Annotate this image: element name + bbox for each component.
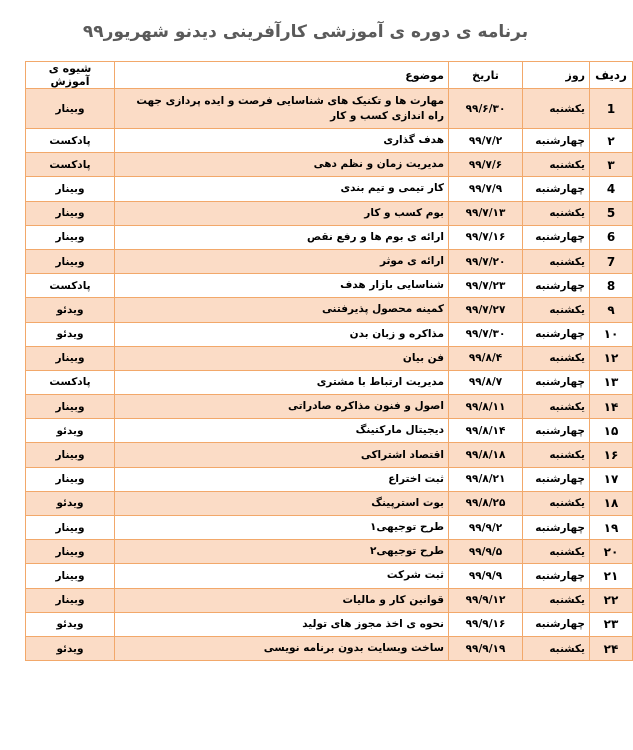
- cell-method: ویدئو: [26, 322, 115, 346]
- table-row: [26, 516, 633, 540]
- table-row: [26, 419, 633, 443]
- table-row: [26, 467, 633, 491]
- cell-date: ۹۹/۷/۲۳: [449, 274, 523, 298]
- cell-row-number: ۲۲: [590, 588, 633, 612]
- cell-method: وبینار: [26, 516, 115, 540]
- cell-day: یکشنبه: [523, 89, 590, 129]
- cell-day: چهارشنبه: [523, 516, 590, 540]
- page-title: برنامه ی دوره ی آموزشی کارآفرینی دیدنو شهریور۹۹: [82, 22, 529, 42]
- table-row: [26, 153, 633, 177]
- cell-method: وبینار: [26, 89, 115, 129]
- cell-day: یکشنبه: [523, 443, 590, 467]
- cell-topic: کار تیمی و تیم بندی: [115, 177, 449, 201]
- cell-method: وبینار: [26, 225, 115, 249]
- cell-date: ۹۹/۷/۲۰: [449, 249, 523, 273]
- cell-method: وبینار: [26, 467, 115, 491]
- header-row-number: ردیف: [590, 62, 633, 89]
- cell-date: ۹۹/۸/۱۴: [449, 419, 523, 443]
- cell-date: ۹۹/۸/۱۸: [449, 443, 523, 467]
- table-row: [26, 540, 633, 564]
- cell-date: ۹۹/۹/۲: [449, 516, 523, 540]
- cell-topic: بوت استرپینگ: [115, 491, 449, 515]
- table-row: [26, 588, 633, 612]
- cell-topic: فن بیان: [115, 346, 449, 370]
- cell-date: ۹۹/۸/۴: [449, 346, 523, 370]
- cell-row-number: 6: [590, 225, 633, 249]
- cell-day: یکشنبه: [523, 201, 590, 225]
- cell-topic: مذاکره و زبان بدن: [115, 322, 449, 346]
- header-topic: موضوع: [115, 62, 449, 89]
- cell-date: ۹۹/۹/۵: [449, 540, 523, 564]
- cell-method: وبینار: [26, 395, 115, 419]
- table-row: [26, 249, 633, 273]
- table-row: [26, 322, 633, 346]
- cell-row-number: 5: [590, 201, 633, 225]
- cell-day: یکشنبه: [523, 588, 590, 612]
- cell-method: ویدئو: [26, 612, 115, 636]
- cell-date: ۹۹/۸/۲۵: [449, 491, 523, 515]
- cell-date: ۹۹/۹/۱۲: [449, 588, 523, 612]
- cell-date: ۹۹/۷/۳۰: [449, 322, 523, 346]
- cell-day: چهارشنبه: [523, 419, 590, 443]
- header-method: شیوه ی آموزش: [26, 62, 115, 89]
- table-row: [26, 491, 633, 515]
- cell-method: وبینار: [26, 588, 115, 612]
- cell-method: وبینار: [26, 564, 115, 588]
- table-row: [26, 129, 633, 153]
- table-row: [26, 201, 633, 225]
- cell-date: ۹۹/۸/۲۱: [449, 467, 523, 491]
- cell-row-number: ۲۰: [590, 540, 633, 564]
- table-row: [26, 612, 633, 636]
- cell-topic: اقتصاد اشتراکی: [115, 443, 449, 467]
- cell-day: چهارشنبه: [523, 274, 590, 298]
- cell-row-number: ۳: [590, 153, 633, 177]
- cell-day: یکشنبه: [523, 153, 590, 177]
- cell-method: ویدئو: [26, 491, 115, 515]
- cell-day: چهارشنبه: [523, 225, 590, 249]
- cell-day: چهارشنبه: [523, 467, 590, 491]
- cell-date: ۹۹/۹/۱۹: [449, 636, 523, 660]
- cell-date: ۹۹/۷/۱۳: [449, 201, 523, 225]
- cell-day: یکشنبه: [523, 636, 590, 660]
- cell-method: ویدئو: [26, 419, 115, 443]
- cell-date: ۹۹/۷/۱۶: [449, 225, 523, 249]
- cell-topic: مدیریت زمان و نظم دهی: [115, 153, 449, 177]
- cell-day: یکشنبه: [523, 395, 590, 419]
- cell-date: ۹۹/۷/۶: [449, 153, 523, 177]
- cell-method: وبینار: [26, 201, 115, 225]
- cell-row-number: ۹: [590, 298, 633, 322]
- cell-row-number: ۱۵: [590, 419, 633, 443]
- cell-row-number: ۱۲: [590, 346, 633, 370]
- cell-row-number: ۲۳: [590, 612, 633, 636]
- cell-date: ۹۹/۶/۳۰: [449, 89, 523, 129]
- table-header-row: [26, 62, 633, 89]
- cell-day: یکشنبه: [523, 491, 590, 515]
- cell-topic: مهارت ها و تکنیک های شناسایی فرصت و ایده پردازی جهت راه اندازی کسب و کار: [115, 89, 449, 129]
- cell-row-number: ۲۴: [590, 636, 633, 660]
- cell-row-number: ۱۳: [590, 370, 633, 394]
- cell-method: پادکست: [26, 370, 115, 394]
- header-date: تاریخ: [449, 62, 523, 89]
- cell-row-number: ۱۷: [590, 467, 633, 491]
- cell-method: وبینار: [26, 540, 115, 564]
- table-row: [26, 370, 633, 394]
- cell-topic: ارائه ی موثر: [115, 249, 449, 273]
- cell-method: وبینار: [26, 443, 115, 467]
- cell-topic: کمینه محصول پذیرفتنی: [115, 298, 449, 322]
- table-row: [26, 225, 633, 249]
- cell-day: چهارشنبه: [523, 129, 590, 153]
- cell-row-number: ۱۰: [590, 322, 633, 346]
- table-row: [26, 395, 633, 419]
- cell-topic: هدف گذاری: [115, 129, 449, 153]
- cell-topic: طرح توجیهی۱: [115, 516, 449, 540]
- cell-row-number: ۲۱: [590, 564, 633, 588]
- cell-day: یکشنبه: [523, 298, 590, 322]
- cell-row-number: ۱۴: [590, 395, 633, 419]
- cell-day: چهارشنبه: [523, 612, 590, 636]
- cell-row-number: ۲: [590, 129, 633, 153]
- cell-topic: ارائه ی بوم ها و رفع نقص: [115, 225, 449, 249]
- cell-date: ۹۹/۷/۹: [449, 177, 523, 201]
- cell-method: ویدئو: [26, 636, 115, 660]
- cell-topic: شناسایی بازار هدف: [115, 274, 449, 298]
- cell-topic: قوانین کار و مالیات: [115, 588, 449, 612]
- header-day: روز: [523, 62, 590, 89]
- table-row: [26, 346, 633, 370]
- cell-topic: ثبت اختراع: [115, 467, 449, 491]
- cell-day: یکشنبه: [523, 540, 590, 564]
- cell-day: چهارشنبه: [523, 564, 590, 588]
- cell-date: ۹۹/۷/۲: [449, 129, 523, 153]
- table-row: [26, 443, 633, 467]
- cell-day: چهارشنبه: [523, 177, 590, 201]
- cell-day: چهارشنبه: [523, 370, 590, 394]
- cell-row-number: ۱۹: [590, 516, 633, 540]
- cell-topic: بوم کسب و کار: [115, 201, 449, 225]
- cell-topic: ساخت وبسایت بدون برنامه نویسی: [115, 636, 449, 660]
- table-row: [26, 89, 633, 129]
- cell-method: پادکست: [26, 129, 115, 153]
- cell-row-number: 4: [590, 177, 633, 201]
- cell-row-number: 1: [590, 89, 633, 129]
- table-row: [26, 564, 633, 588]
- cell-date: ۹۹/۹/۹: [449, 564, 523, 588]
- cell-topic: مدیریت ارتباط با مشتری: [115, 370, 449, 394]
- cell-day: یکشنبه: [523, 249, 590, 273]
- cell-method: وبینار: [26, 249, 115, 273]
- cell-method: وبینار: [26, 177, 115, 201]
- cell-method: ویدئو: [26, 298, 115, 322]
- cell-row-number: ۱۶: [590, 443, 633, 467]
- cell-topic: دیجیتال مارکتینگ: [115, 419, 449, 443]
- cell-topic: نحوه ی اخذ مجوز های تولید: [115, 612, 449, 636]
- cell-topic: ثبت شرکت: [115, 564, 449, 588]
- schedule-table: [25, 61, 633, 661]
- cell-date: ۹۹/۸/۱۱: [449, 395, 523, 419]
- cell-date: ۹۹/۷/۲۷: [449, 298, 523, 322]
- cell-topic: طرح توجیهی۲: [115, 540, 449, 564]
- table-row: [26, 298, 633, 322]
- cell-topic: اصول و فنون مذاکره صادراتی: [115, 395, 449, 419]
- cell-row-number: 7: [590, 249, 633, 273]
- cell-day: یکشنبه: [523, 346, 590, 370]
- table-row: [26, 177, 633, 201]
- cell-method: پادکست: [26, 153, 115, 177]
- cell-row-number: ۱۸: [590, 491, 633, 515]
- cell-method: وبینار: [26, 346, 115, 370]
- cell-method: پادکست: [26, 274, 115, 298]
- cell-date: ۹۹/۸/۷: [449, 370, 523, 394]
- table-row: [26, 274, 633, 298]
- cell-row-number: 8: [590, 274, 633, 298]
- table-row: [26, 636, 633, 660]
- cell-day: چهارشنبه: [523, 322, 590, 346]
- cell-date: ۹۹/۹/۱۶: [449, 612, 523, 636]
